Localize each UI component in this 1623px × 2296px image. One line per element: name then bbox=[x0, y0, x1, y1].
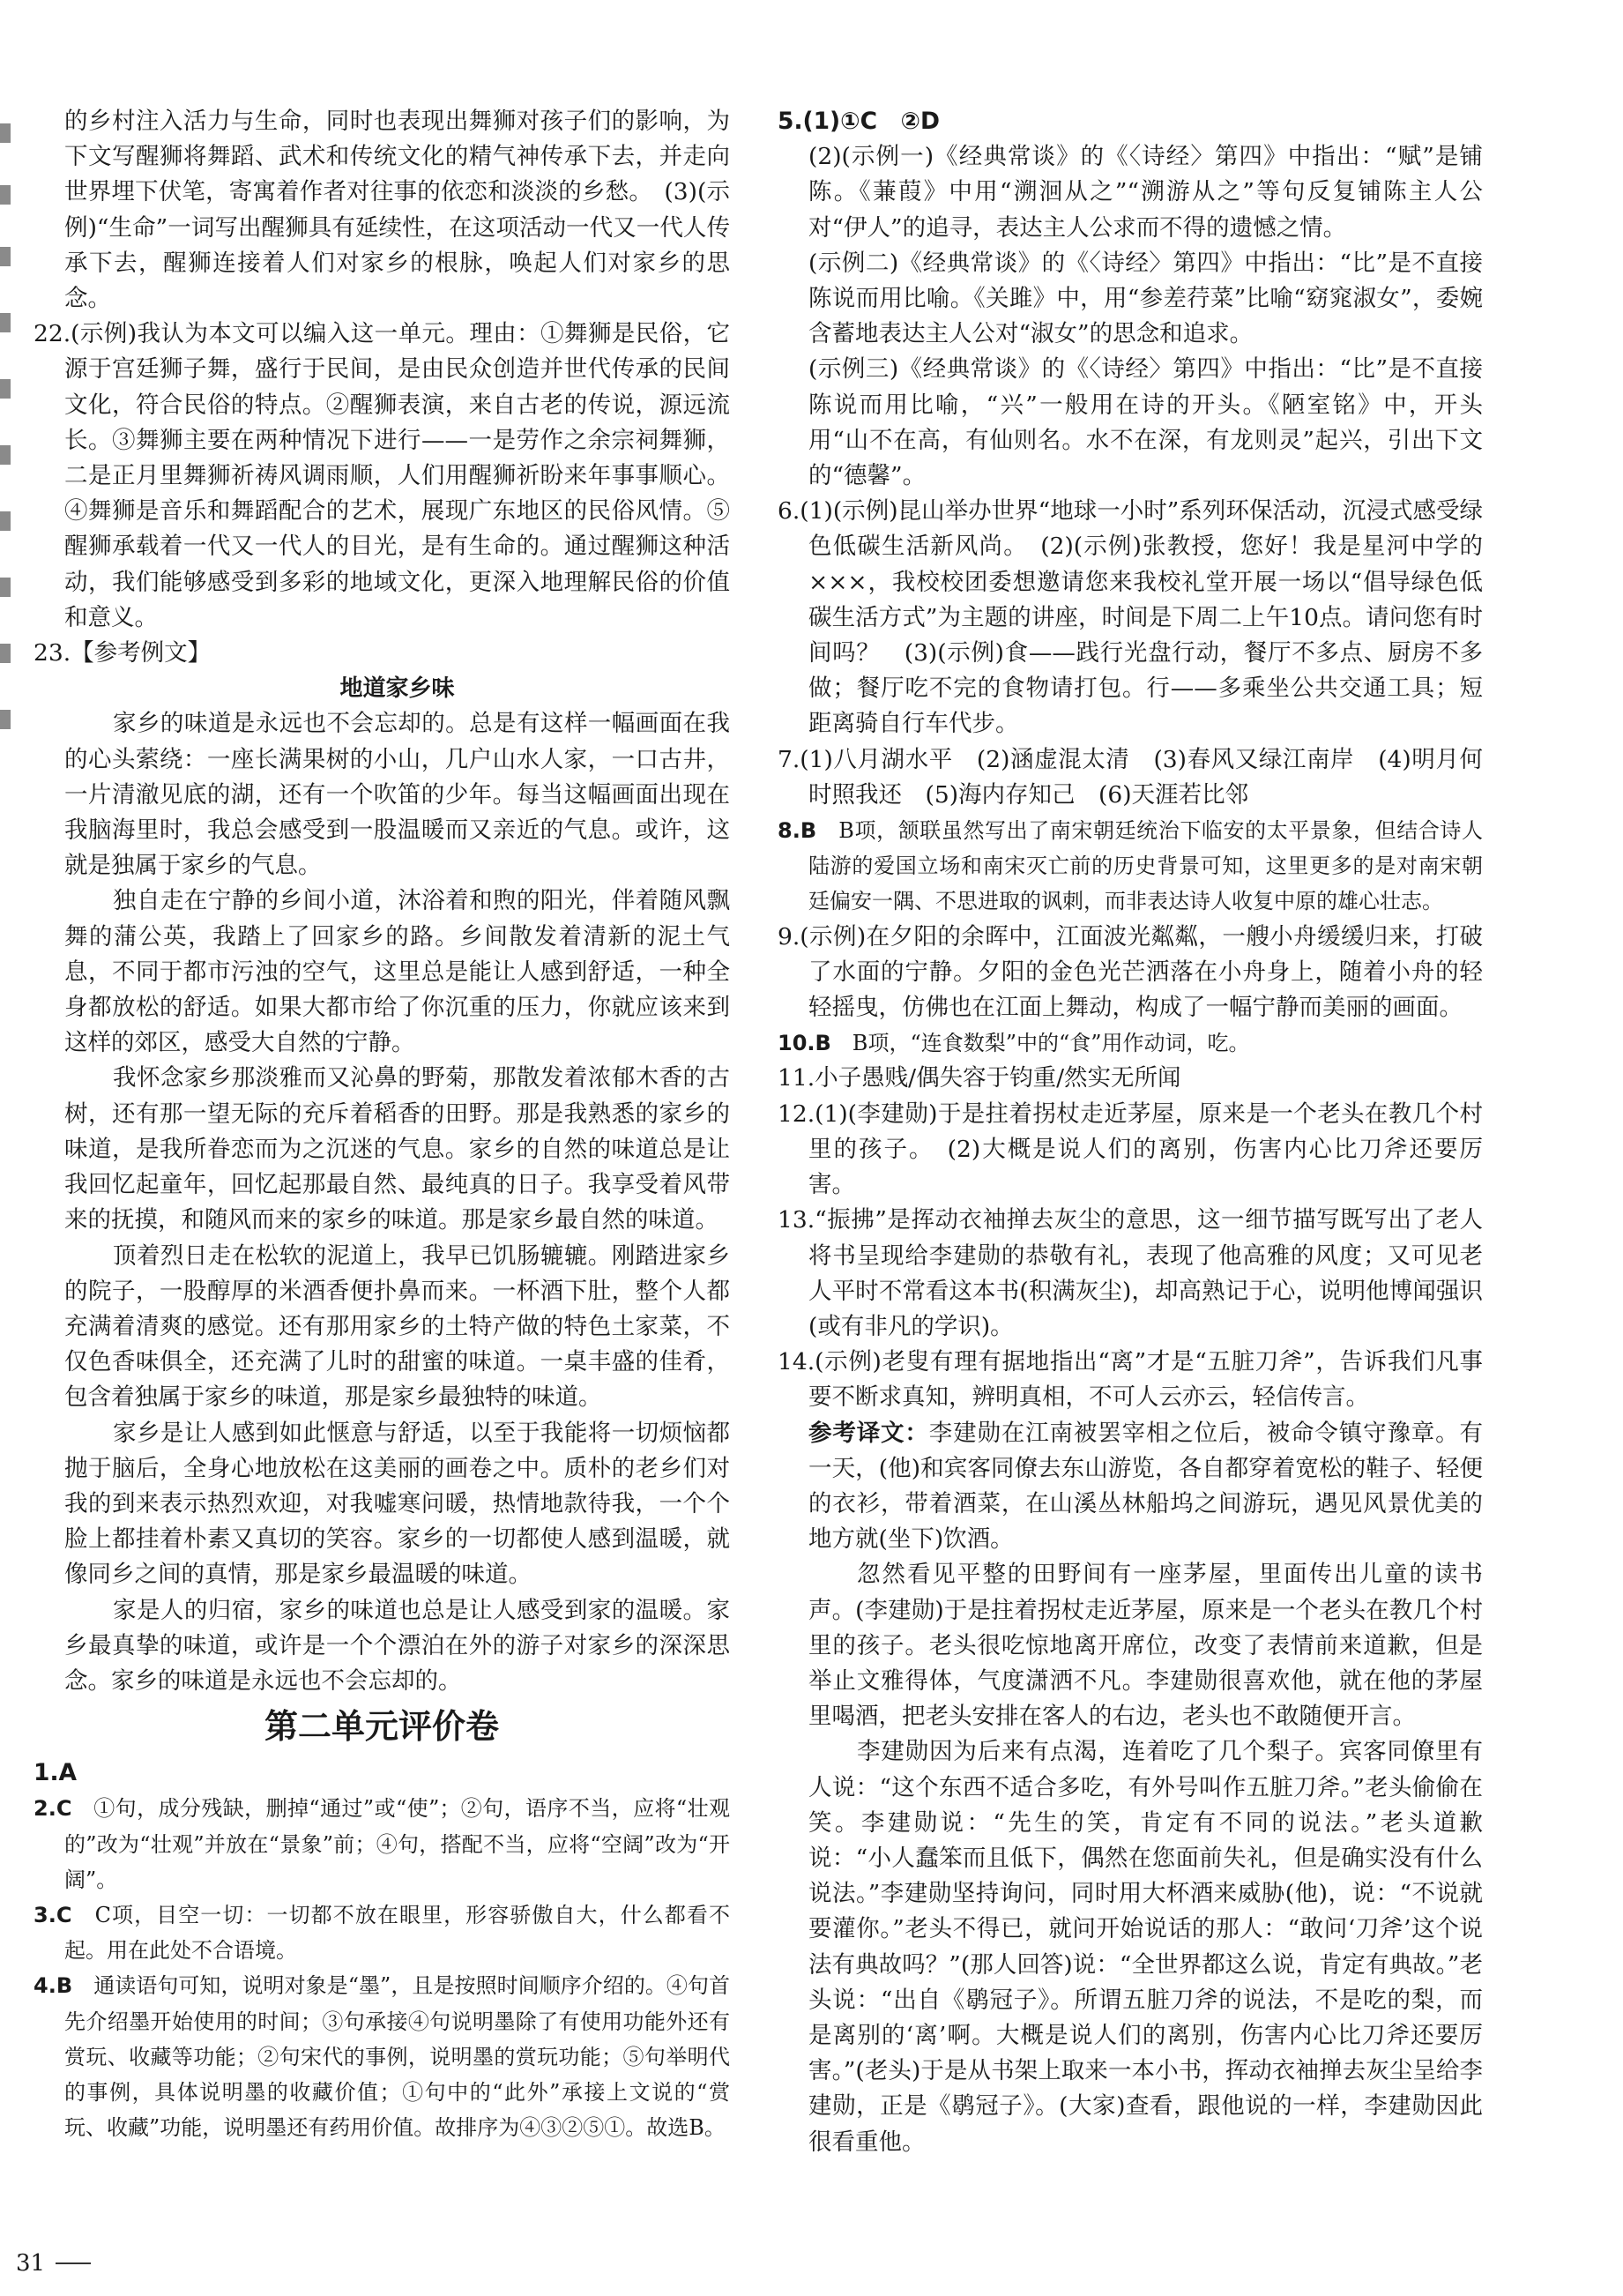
answer-number: 5.(1)①C ②D bbox=[778, 108, 940, 135]
binding-edge-marks bbox=[0, 123, 12, 758]
right-paragraph bbox=[778, 1025, 1483, 1061]
paragraph-text: 家是人的归宿，家乡的味道也总是让人感受到家的温暖。家乡最真挚的味道，或许是一个个漂泊在外的游子对家乡的深深思念。家乡的味道是永远也不会忘却的。 bbox=[64, 1596, 730, 1695]
answer-number: 8.B bbox=[778, 818, 817, 844]
paragraph-text: B项，“连食数梨”中的“食”用作动词，吃。 bbox=[830, 1031, 1250, 1056]
right-column bbox=[778, 104, 1483, 2160]
answer-number: 10.B bbox=[778, 1031, 831, 1056]
right-paragraph bbox=[778, 1061, 1483, 1096]
paragraph-text: (示例二)《经典常谈》的《〈诗经〉第四》中指出：“比”是不直接陈说而用比喻。《关雎》中，用“参差荇菜”比喻“窈窕淑女”，委婉含蓄地表达主人公对“淑女”的思念和追求。 bbox=[808, 249, 1483, 348]
right-paragraph bbox=[778, 1097, 1483, 1204]
right-paragraph bbox=[778, 246, 1483, 353]
paragraph-text: 顶着烈日走在松软的泥道上，我早已饥肠辘辘。刚踏进家乡的院子，一股醇厚的米酒香便扑鼻而来。一杯酒下肚，整个人都充满着清爽的感觉。还有那用家乡的土特产做的特色土家菜，不仅色香味俱全，还充满了儿时的甜蜜的味道。一桌丰盛的佳肴，包含着独属于家乡的味道，那是家乡最独特的味道。 bbox=[64, 1241, 730, 1412]
paragraph-text: ①句，成分残缺，删掉“通过”或“使”；②句，语序不当，应将“壮观的”改为“壮观”并放在“景象”前；④句，搭配不当，应将“空阔”改为“开阔”。 bbox=[64, 1796, 730, 1892]
paragraph-text: 9.(示例)在夕阳的余晖中，江面波光粼粼，一艘小舟缓缓归来，打破了水面的宁静。夕阳的金色光芒洒落在小舟身上，随着小舟的轻轻摇曳，仿佛也在江面上舞动，构成了一幅宁静而美丽的画面。 bbox=[778, 922, 1483, 1022]
paragraph-text: 家乡的味道是永远也不会忘却的。总是有这样一幅画面在我的心头萦绕：一座长满果树的小山，几户山水人家，一口古井，一片清澈见底的湖，还有一个吹笛的少年。每当这幅画面出现在我脑海里时，我总会感受到一股温暖而又亲近的气息。或许，这就是独属于家乡的气息。 bbox=[64, 710, 730, 880]
left-paragraph bbox=[34, 1968, 730, 2145]
answer-number: 4.B bbox=[34, 1973, 73, 1999]
left-paragraph bbox=[34, 883, 730, 1061]
right-paragraph bbox=[778, 494, 1483, 742]
left-paragraph bbox=[34, 1756, 730, 1791]
right-paragraph bbox=[778, 1557, 1483, 1734]
paragraph-text: 23.【参考例文】 bbox=[34, 639, 212, 667]
paragraph-text: 22.(示例)我认为本文可以编入这一单元。理由：①舞狮是民俗，它源于宫廷狮子舞，盛行于民间，是由民众创造并世代传承的民间文化，符合民俗的特点。②醒狮表演，来自古老的传说，源远流长。③舞狮主要在两种情况下进行——一是劳作之余宗祠舞狮，二是正月里舞狮祈祷风调雨顺，人们用醒狮祈盼来年事事顺心。④舞狮是音乐和舞蹈配合的艺术，展现广东地区的民俗风情。⑤醒狮承载着一代又一代人的目光，是有生命的。通过醒狮这种活动，我们能够感受到多彩的地域文化，更深入地理解民俗的价值和意义。 bbox=[34, 320, 730, 631]
left-paragraph bbox=[34, 671, 730, 706]
right-paragraph bbox=[778, 1203, 1483, 1345]
right-paragraph bbox=[778, 1734, 1483, 2159]
right-paragraph bbox=[778, 104, 1483, 139]
left-paragraph bbox=[34, 706, 730, 883]
footer-rule bbox=[56, 2262, 91, 2264]
left-paragraph bbox=[34, 1791, 730, 1897]
page-footer bbox=[16, 2250, 91, 2277]
paragraph-text: 通读语句可知，说明对象是“墨”，且是按照时间顺序介绍的。④句首先介绍墨开始使用的时间；③句承接④句说明墨除了有使用功能外还有赏玩、收藏等功能；②句宋代的事例，说明墨的赏玩功能；⑤句举明代的事例，具体说明墨的收藏价值；①句中的“此外”承接上文说的“赏玩、收藏”功能，说明墨还有药用价值。故排序为④③②⑤①。故选B。 bbox=[64, 1973, 730, 2141]
left-paragraph bbox=[34, 636, 730, 671]
right-paragraph bbox=[778, 139, 1483, 246]
right-paragraph bbox=[778, 920, 1483, 1026]
right-paragraph bbox=[778, 352, 1483, 494]
right-paragraph bbox=[778, 742, 1483, 813]
paragraph-text: 14.(示例)老叟有理有据地指出“离”才是“五脏刀斧”，告诉我们凡事要不断求真知，辨明真相，不可人云亦云，轻信传言。 bbox=[778, 1348, 1483, 1412]
paragraph-text: 的乡村注入活力与生命，同时也表现出舞狮对孩子们的影响，为下文写醒狮将舞蹈、武术和传统文化的精气神传承下去，并走向世界埋下伏笔，寄寓着作者对往事的依恋和淡淡的乡愁。 (3)(示例)“生命”一词写出醒狮具有延续性，在这项活动一代又一代人传承下去，醒狮连接着人们对家乡的根脉，唤起人们对家乡的思念。 bbox=[64, 108, 730, 313]
paragraph-text: 独自走在宁静的乡间小道，沐浴着和煦的阳光，伴着随风飘舞的蒲公英，我踏上了回家乡的路。乡间散发着清新的泥土气息，不同于都市污浊的空气，这里总是能让人感到舒适，一种全身都放松的舒适。如果大都市给了你沉重的压力，你就应该来到这样的郊区，感受大自然的宁静。 bbox=[64, 887, 730, 1057]
paragraph-text: B项，颔联虽然写出了南宋朝廷统治下临安的太平景象，但结合诗人陆游的爱国立场和南宋灭亡前的历史背景可知，这里更多的是对南宋朝廷偏安一隅、不思进取的讽刺，而非表达诗人收复中原的雄心壮志。 bbox=[808, 818, 1483, 914]
left-paragraph bbox=[34, 317, 730, 636]
left-paragraph bbox=[34, 1897, 730, 1968]
paragraph-text: 家乡是让人感到如此惬意与舒适，以至于我能将一切烦恼都抛于脑后，全身心地放松在这美丽的画卷之中。质朴的老乡们对我的到来表示热烈欢迎，对我嘘寒问暖，热情地款待我，一个个脸上都挂着朴素又真切的笑容。家乡的一切都使人感到温暖，就像同乡之间的真情，那是家乡最温暖的味道。 bbox=[64, 1419, 730, 1589]
paragraph-text: 6.(1)(示例)昆山举办世界“地球一小时”系列环保活动，沉浸式感受绿色低碳生活新风尚。 (2)(示例)张教授，您好！我是星河中学的×××，我校校团委想邀请您来我校礼堂开展一场以“倡导绿色低碳生活方式”为主题的讲座，时间是下周二上午10点。请问您有时间吗？ (3)(示例)食——践行光盘行动，餐厅不多点、厨房不多做；餐厅吃不完的食物请打包。行——多乘坐公共交通工具；短距离骑自行车代步。 bbox=[778, 497, 1483, 738]
translation-label: 参考译文： bbox=[808, 1419, 929, 1447]
left-column bbox=[34, 104, 730, 2145]
left-paragraph bbox=[34, 104, 730, 317]
page-number: 31 bbox=[16, 2250, 46, 2277]
paragraph-text: 7.(1)八月湖水平 (2)涵虚混太清 (3)春风又绿江南岸 (4)明月何时照我还 (5)海内存知己 (6)天涯若比邻 bbox=[778, 745, 1483, 809]
answer-number: 3.C bbox=[34, 1902, 72, 1927]
left-paragraph bbox=[34, 1593, 730, 1700]
paragraph-text: 李建勋因为后来有点渴，连着吃了几个梨子。宾客同僚里有人说：“这个东西不适合多吃，有外号叫作五脏刀斧。”老头偷偷在笑。李建勋说：“先生的笑，肯定有不同的说法。”老头道歉说：“小人蠢笨而且低下，偶然在您面前失礼，但是确实没有什么说法。”李建勋坚持询问，同时用大杯酒来威胁(他)，说：“不说就要灌你。”老头不得已，就问开始说话的那人：“敢问‘刀斧’这个说法有典故吗？”(那人回答)说：“全世界都这么说，肯定有典故。”老头说：“出自《鹖冠子》。所谓五脏刀斧的说法，不是吃的梨，而是离别的‘离’啊。大概是说人们的离别，伤害内心比刀斧还要厉害。”(老头)于是从书架上取来一本小书，挥动衣袖掸去灰尘呈给李建勋，正是《鹖冠子》。(大家)查看，跟他说的一样，李建勋因此很看重他。 bbox=[808, 1738, 1483, 2156]
answer-number: 1.A bbox=[34, 1759, 78, 1787]
left-paragraph bbox=[34, 1239, 730, 1416]
left-paragraph bbox=[34, 1061, 730, 1238]
answer-number: 2.C bbox=[34, 1796, 72, 1822]
right-paragraph bbox=[778, 813, 1483, 920]
paragraph-text: 我怀念家乡那淡雅而又沁鼻的野菊，那散发着浓郁木香的古树，还有那一望无际的充斥着稻香的田野。那是我熟悉的家乡的味道，是我所眷恋而为之沉迷的气息。家乡的自然的味道总是让我回忆起童年，回忆起那最自然、最纯真的日子。我享受着风带来的抚摸，和随风而来的家乡的味道。那是家乡最自然的味道。 bbox=[64, 1064, 730, 1234]
left-paragraph bbox=[34, 1701, 730, 1752]
right-paragraph bbox=[778, 1416, 1483, 1558]
paragraph-text: 13.“振拂”是挥动衣袖掸去灰尘的意思，这一细节描写既写出了老人将书呈现给李建勋的恭敬有礼，表现了他高雅的风度；又可见老人平时不常看这本书(积满灰尘)，却高熟记于心，说明他博闻强识(或有非凡的学识)。 bbox=[778, 1206, 1483, 1340]
paragraph-text: 李建勋在江南被罢宰相之位后，被命令镇守豫章。有一天，(他)和宾客同僚去东山游览，各自都穿着宽松的鞋子、轻便的衣衫，带着酒菜，在山溪丛林船坞之间游玩，遇见风景优美的地方就(坐下)饮酒。 bbox=[808, 1419, 1484, 1554]
paragraph-text: 地道家乡味 bbox=[339, 675, 455, 703]
paragraph-text: (示例三)《经典常谈》的《〈诗经〉第四》中指出：“比”是不直接陈说而用比喻，“兴”一般用在诗的开头。《陋室铭》中，开头用“山不在高，有仙则名。水不在深，有龙则灵”起兴，引出下文的“德馨”。 bbox=[808, 355, 1483, 490]
paragraph-text: 忽然看见平整的田野间有一座茅屋，里面传出儿童的读书声。(李建勋)于是拄着拐杖走近茅屋，原来是一个老头在教几个村里的孩子。老头很吃惊地离开席位，改变了表情前来道歉，但是举止文雅得体，气度潇洒不凡。李建勋很喜欢他，就在他的茅屋里喝酒，把老头安排在客人的右边，老头也不敢随便开言。 bbox=[808, 1561, 1483, 1731]
paragraph-text: 11.小子愚贱/偶失容于钧重/然实无所闻 bbox=[778, 1064, 1181, 1092]
right-paragraph bbox=[778, 1345, 1483, 1415]
paragraph-text: (2)(示例一)《经典常谈》的《〈诗经〉第四》中指出：“赋”是铺陈。《蒹葭》中用“溯洄从之”“溯游从之”等句反复铺陈主人公对“伊人”的追寻，表达主人公求而不得的遗憾之情。 bbox=[808, 143, 1483, 242]
left-paragraph bbox=[34, 1416, 730, 1593]
paragraph-text: 12.(1)(李建勋)于是拄着拐杖走近茅屋，原来是一个老头在教几个村里的孩子。 (2)大概是说人们的离别，伤害内心比刀斧还要厉害。 bbox=[778, 1100, 1483, 1199]
paragraph-text: 第二单元评价卷 bbox=[264, 1707, 499, 1747]
paragraph-text: C项，目空一切：一切都不放在眼里，形容骄傲自大，什么都看不起。用在此处不合语境。 bbox=[64, 1902, 730, 1964]
